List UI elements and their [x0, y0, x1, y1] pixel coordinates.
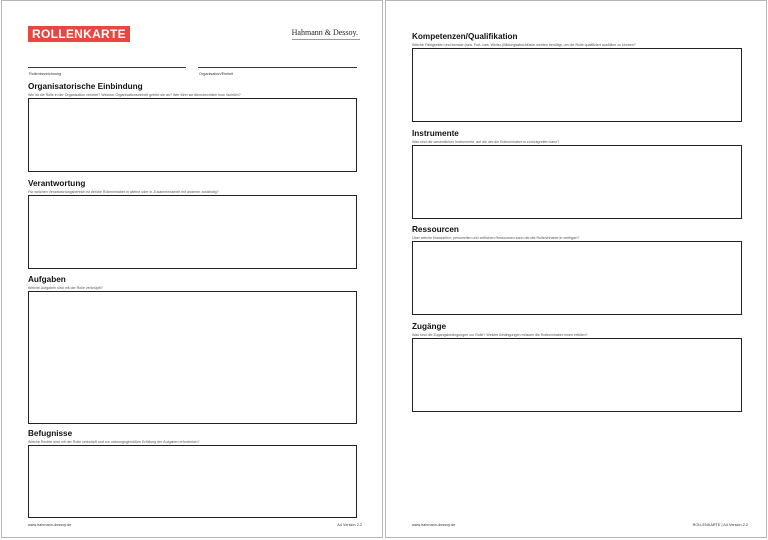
answer-box-kompetenzen[interactable]: [412, 48, 742, 122]
footer-website: www.hahmann-dessoy.de: [412, 523, 456, 527]
answer-box-ressourcen[interactable]: [412, 241, 742, 315]
section-question-kompetenzen: Welche Fähigkeiten und formale (bzw. Fort- bzw. Weiter-)Bildungsabschlüsse werden benötigt, um die Rolle qualifiziert ausfüllen zu können?: [412, 43, 636, 47]
section-title-kompetenzen: Kompetenzen/Qualifikation: [412, 32, 518, 41]
section-title-zugaenge: Zugänge: [412, 322, 447, 331]
answer-box-instrumente[interactable]: [412, 145, 742, 219]
footer-version: ROLLENKARTE | A4 Version 2.2: [692, 523, 748, 527]
answer-box-verantwortung[interactable]: [28, 195, 357, 269]
section-title-organisation: Organisatorische Einbindung: [28, 82, 143, 91]
answer-box-aufgaben[interactable]: [28, 291, 357, 424]
right-page: [385, 0, 767, 538]
org-unit-line[interactable]: [198, 67, 357, 68]
brand-name: Hahmann & Dessoy.: [291, 28, 358, 37]
section-title-befugnisse: Befugnisse: [28, 429, 73, 438]
section-title-aufgaben: Aufgaben: [28, 275, 66, 284]
section-question-zugaenge: Was sind die Zugangsbedingungen zur Rolle? Welche Bedingungen müssen die Rolleninhaber:innen erfüllen?: [412, 333, 588, 337]
left-page: [1, 0, 383, 538]
answer-box-zugaenge[interactable]: [412, 338, 742, 412]
role-name-label: Rollenbezeichnung: [29, 72, 62, 76]
org-unit-label: Organisation/Einheit: [199, 72, 234, 76]
brand-divider: [292, 39, 360, 40]
section-question-aufgaben: Welche Aufgaben sind mit der Rolle verknüpft?: [28, 286, 103, 290]
section-title-instrumente: Instrumente: [412, 129, 459, 138]
section-question-organisation: Wie ist die Rolle in der Organisation verortet? Welcher Organisationseinheit gehört sie an? Wer führt sie dienstrechtlich bzw. fachlich?: [28, 93, 241, 97]
section-title-verantwortung: Verantwortung: [28, 179, 86, 188]
role-name-line[interactable]: [28, 67, 186, 68]
answer-box-organisation[interactable]: [28, 98, 357, 172]
section-title-ressourcen: Ressourcen: [412, 225, 459, 234]
section-question-befugnisse: Welche Rechte sind mit der Rolle verknüpft und zur ordnungsgemäßen Erfüllung der Aufgaben erforderlich?: [28, 440, 200, 444]
footer-website: www.hahmann-dessoy.de: [28, 523, 72, 527]
section-question-ressourcen: Über welche finanziellen, personellen und zeitlichen Ressourcen kann der:die Rolleninhaber:in verfügen?: [412, 236, 580, 240]
rollenkarte-logo: ROLLENKARTE: [28, 26, 130, 42]
section-question-verantwortung: Für welchen Verantwortungsbereich ist der/die Rolleninhaber:in alleine oder in Zusammenarbeit mit anderen zuständig?: [28, 190, 219, 194]
answer-box-befugnisse[interactable]: [28, 445, 357, 518]
footer-version: A4 Version 2.2: [337, 523, 362, 527]
section-question-instrumente: Was sind die wesentlichen Instrumente, auf die der:die Rolleninhaber:in zurückgreifen kann?: [412, 140, 560, 144]
